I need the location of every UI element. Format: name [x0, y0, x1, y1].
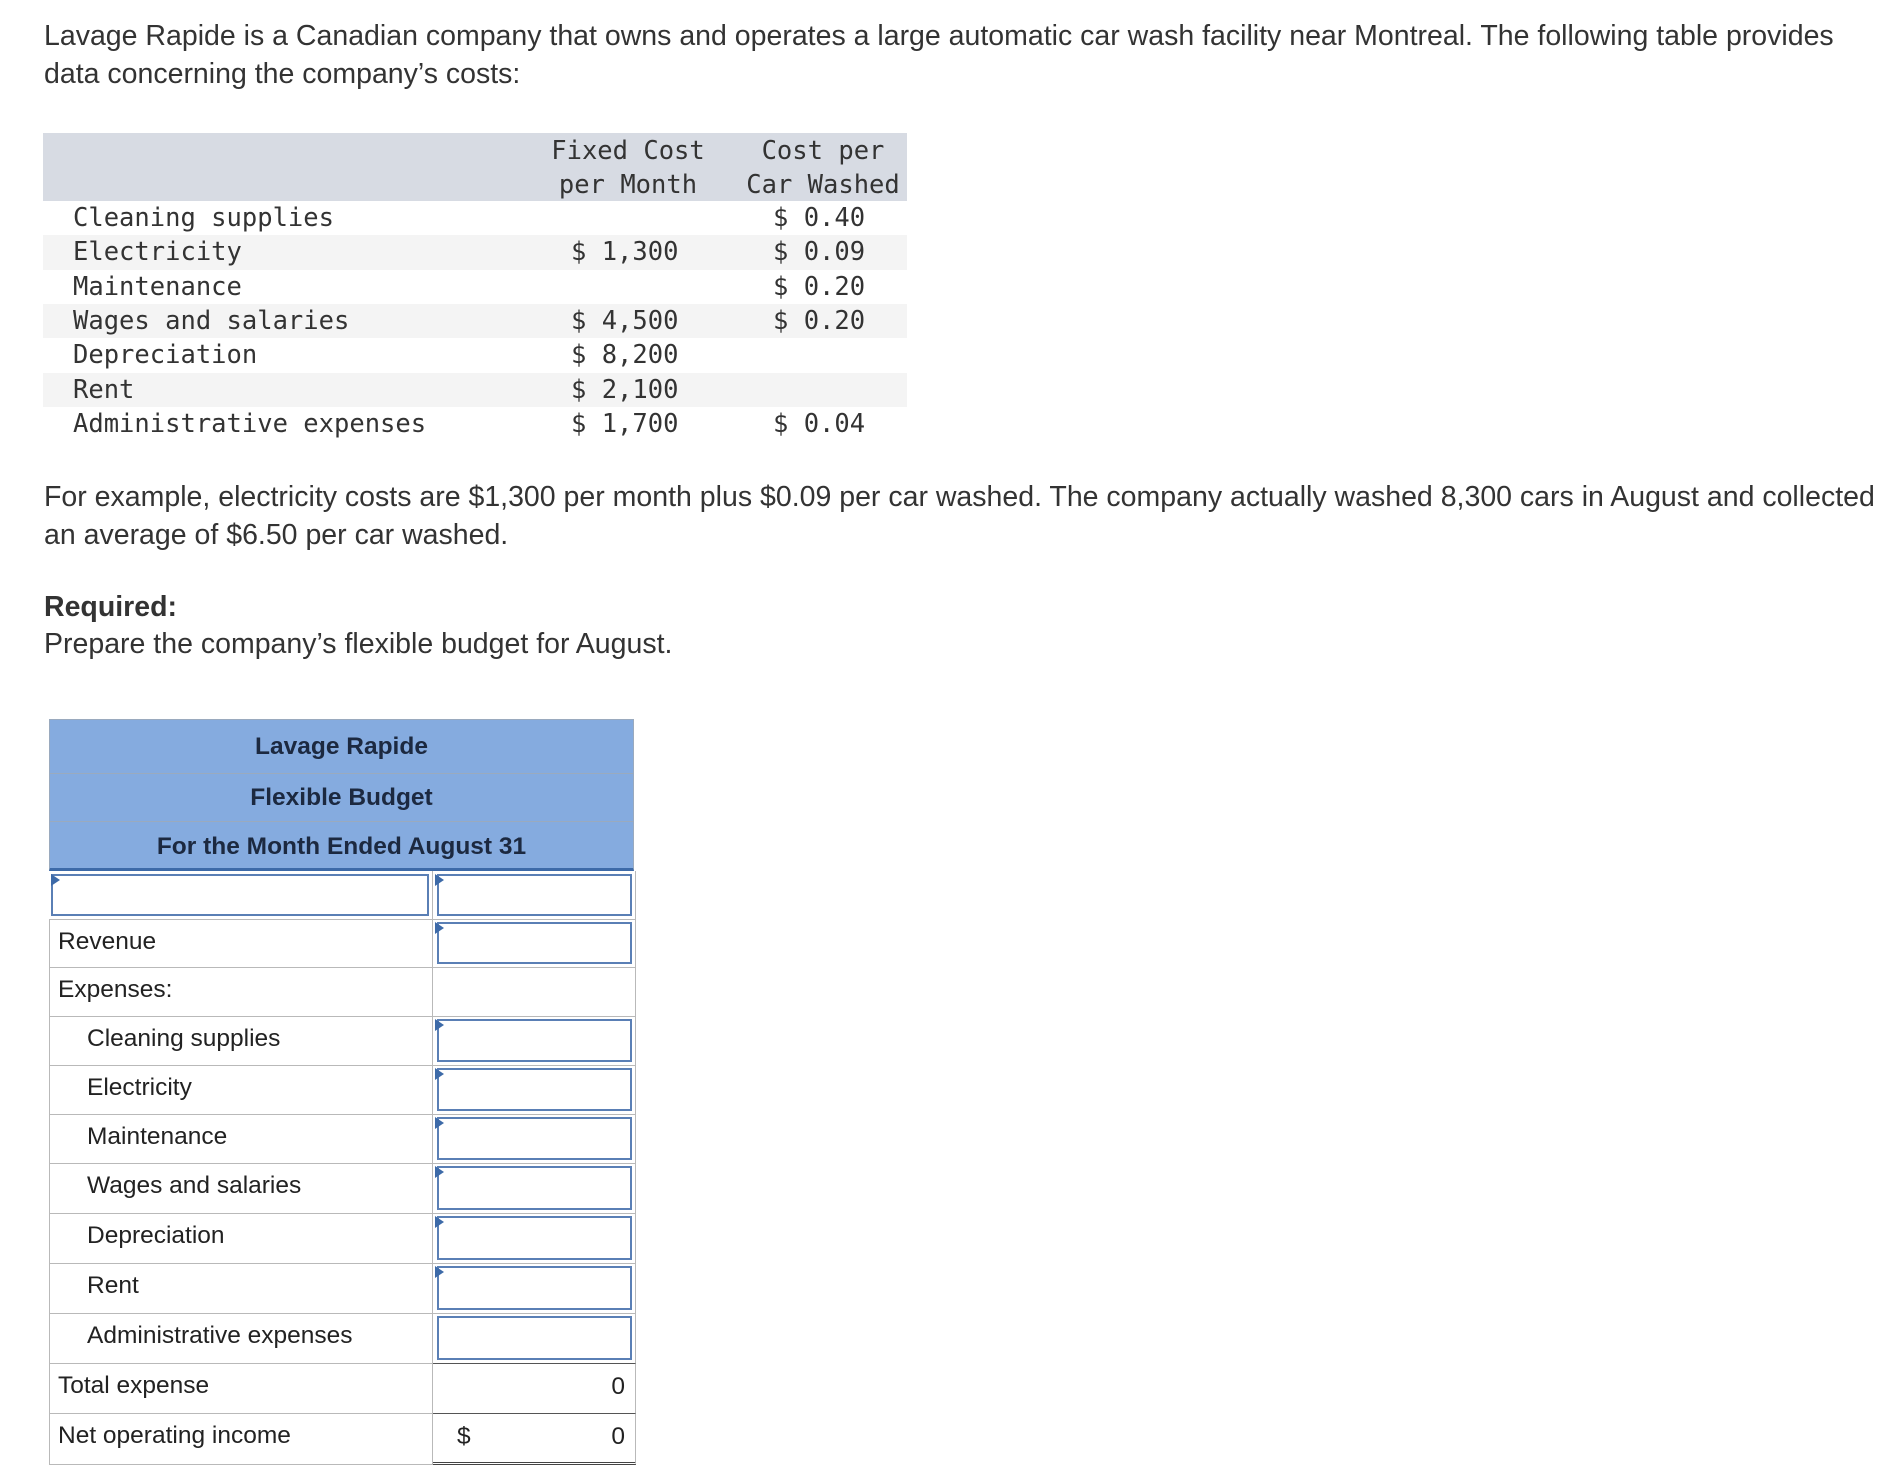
cost-row-label: Rent [73, 374, 135, 405]
budget-row-value-cell [433, 1163, 636, 1213]
budget-row-value-cell [433, 1016, 636, 1065]
budget-row-label-cell [49, 1363, 433, 1413]
cost-row-fixed: $ 8,200 [571, 340, 679, 371]
required-text: Prepare the company’s flexible budget for August. [44, 628, 673, 660]
dropdown-marker-icon [435, 1117, 444, 1129]
budget-row-label-cell [49, 1163, 433, 1213]
cleaning-supplies-label: Cleaning supplies [87, 1025, 281, 1052]
budget-period: For the Month Ended August 31 [49, 821, 634, 871]
cost-row-fixed: $ 1,300 [571, 237, 679, 268]
budget-row-label-cell [49, 1263, 433, 1313]
budget-row-label-cell [49, 1016, 433, 1065]
dropdown-marker-icon [435, 1068, 444, 1080]
dropdown-marker-icon [51, 874, 60, 886]
cost-row-label: Electricity [73, 237, 242, 268]
cost-row-depreciation [43, 338, 907, 372]
cost-row-label: Cleaning supplies [73, 203, 334, 233]
cost-row-wages-and-salaries [43, 304, 907, 338]
budget-row-label-cell [49, 1413, 433, 1465]
cost-row-label: Maintenance [73, 271, 242, 302]
cost-row-variable: $ 0.09 [773, 237, 866, 268]
budget-row-revenue [49, 919, 636, 968]
activity-value-input[interactable] [437, 874, 632, 916]
net-operating-income-value: 0 [611, 1423, 625, 1450]
maintenance-label: Maintenance [87, 1123, 228, 1150]
budget-company-name: Lavage Rapide [49, 719, 634, 774]
variable-cost-header-line2: Car Washed [746, 170, 900, 200]
budget-row-maintenance [49, 1114, 636, 1164]
depreciation-input[interactable] [437, 1216, 632, 1260]
budget-row-depreciation [49, 1213, 636, 1264]
required-heading: Required: [44, 591, 178, 623]
budget-row-expenses [49, 967, 636, 1017]
revenue-input[interactable] [437, 922, 632, 964]
intro-paragraph: Lavage Rapide is a Canadian company that owns and operates a large automatic car wash facility near Montreal. The following table provides data concerning the company’s costs: [44, 20, 1834, 90]
administrative-expenses-input[interactable] [437, 1316, 632, 1360]
electricity-label: Electricity [87, 1074, 192, 1101]
budget-row-cleaning-supplies [49, 1016, 636, 1066]
electricity-input[interactable] [437, 1068, 632, 1111]
total-expense-value: 0 [611, 1373, 625, 1400]
dropdown-marker-icon [435, 1166, 444, 1178]
cost-row-fixed: $ 4,500 [571, 305, 679, 336]
cost-row-label: Depreciation [73, 340, 258, 371]
cost-table-header [43, 133, 907, 201]
cost-row-fixed: $ 2,100 [571, 374, 679, 405]
budget-row-value-cell [433, 1363, 636, 1413]
budget-row-label-cell [49, 919, 433, 967]
dropdown-marker-icon [435, 1266, 444, 1278]
dropdown-marker-icon [435, 1216, 444, 1228]
budget-row-net-operating-income [49, 1413, 636, 1465]
variable-cost-header [723, 134, 923, 202]
budget-row-value-cell [433, 967, 636, 1016]
budget-row-value-cell [433, 1213, 636, 1263]
budget-row-rent [49, 1263, 636, 1314]
budget-row-total-expense [49, 1363, 636, 1414]
cost-row-variable: $ 0.20 [773, 271, 866, 302]
cost-row-administrative-expenses [43, 407, 907, 441]
wages-and-salaries-label: Wages and salaries [87, 1172, 302, 1199]
rent-label: Rent [87, 1272, 139, 1299]
budget-row-label-cell [49, 1313, 433, 1363]
fixed-cost-header [523, 134, 733, 202]
cost-row-maintenance [43, 270, 907, 304]
cost-row-variable: $ 0.40 [773, 203, 866, 233]
budget-row-value-cell [433, 871, 636, 919]
cost-row-fixed: $ 1,700 [571, 408, 679, 439]
budget-row-wages-and-salaries [49, 1163, 636, 1214]
cost-row-label: Wages and salaries [73, 305, 350, 336]
budget-row-label-cell [49, 1213, 433, 1263]
dropdown-marker-icon [435, 1019, 444, 1031]
budget-row-value-cell [433, 1065, 636, 1114]
budget-row-label-cell [49, 871, 433, 919]
cleaning-supplies-input[interactable] [437, 1019, 632, 1062]
fixed-cost-header-line1: Fixed Cost [551, 136, 705, 166]
budget-row-label-cell [49, 1114, 433, 1163]
maintenance-input[interactable] [437, 1117, 632, 1160]
fixed-cost-header-line2: per Month [558, 170, 698, 200]
cost-row-cleaning-supplies [43, 201, 907, 235]
rent-input[interactable] [437, 1266, 632, 1310]
revenue-label: Revenue [58, 928, 157, 955]
budget-row-value-cell [433, 919, 636, 967]
activity-label-input[interactable] [51, 874, 429, 916]
budget-row-electricity [49, 1065, 636, 1115]
budget-row-value-cell [433, 1263, 636, 1313]
cost-row-electricity [43, 235, 907, 269]
cost-row-label: Administrative expenses [73, 408, 427, 439]
cost-row-variable: $ 0.20 [773, 305, 866, 336]
administrative-expenses-label: Administrative expenses [87, 1322, 353, 1349]
budget-title: Flexible Budget [49, 773, 634, 822]
budget-row-activity [49, 871, 636, 920]
cost-row-rent [43, 373, 907, 407]
budget-row-administrative-expenses [49, 1313, 636, 1364]
budget-row-label-cell [49, 967, 433, 1016]
variable-cost-header-line1: Cost per [761, 136, 885, 166]
budget-row-label-cell [49, 1065, 433, 1114]
dropdown-marker-icon [435, 922, 444, 934]
example-paragraph: For example, electricity costs are $1,300 per month plus $0.09 per car washed. The company actually washed 8,300 cars in August and collected an average of $6.50 per car washed. [44, 481, 1875, 551]
dropdown-marker-icon [435, 874, 444, 886]
budget-row-value-cell [433, 1313, 636, 1363]
budget-row-value-cell [433, 1114, 636, 1163]
total-expense-label: Total expense [58, 1372, 210, 1399]
cost-row-variable: $ 0.04 [773, 408, 866, 439]
depreciation-label: Depreciation [87, 1222, 225, 1249]
wages-and-salaries-input[interactable] [437, 1166, 632, 1210]
budget-row-value-cell [433, 1413, 636, 1465]
net-operating-income-label: Net operating income [58, 1422, 291, 1449]
expenses-label: Expenses: [58, 976, 173, 1003]
net-operating-income-currency: $ [457, 1423, 471, 1450]
